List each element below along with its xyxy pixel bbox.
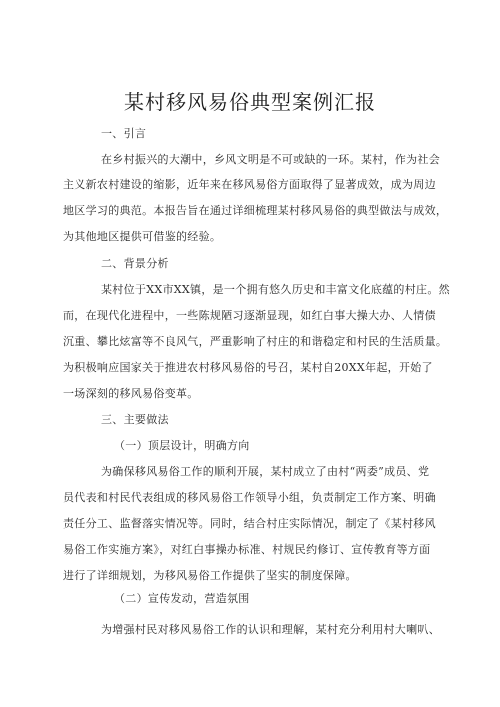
- paragraph-line: 员代表和村民代表组成的移风易俗工作领导小组，负责制定工作方案、明确: [63, 491, 436, 504]
- paragraph-line: 责任分工、监督落实情况等。同时，结合村庄实际情况，制定了《某村移风: [63, 517, 436, 530]
- paragraph-line: 地区学习的典范。本报告旨在通过详细梳理某村移风易俗的典型做法与成效，: [63, 204, 448, 217]
- section-heading-introduction: 一、引言: [101, 127, 147, 140]
- paragraph-line: 为增强村民对移风易俗工作的认识和理解，某村充分利用村大喇叭、: [101, 623, 440, 636]
- paragraph-line: 进行了详细规划，为移风易俗工作提供了坚实的制度保障。: [63, 569, 357, 582]
- paragraph-line: 为其他地区提供可借鉴的经验。: [63, 230, 222, 243]
- section-heading-main-practices: 三、主要做法: [101, 413, 169, 426]
- paragraph-line: 某村位于XX市XX镇，是一个拥有悠久历史和丰富文化底蕴的村庄。然: [101, 283, 450, 296]
- paragraph-line: 为确保移风易俗工作的顺利开展，某村成立了由村“两委”成员、党: [101, 465, 430, 478]
- paragraph-line: 在乡村振兴的大潮中，乡风文明是不可或缺的一环。某村，作为社会: [101, 153, 440, 166]
- paragraph-line: 主义新农村建设的缩影，近年来在移风易俗方面取得了显著成效，成为周边: [63, 178, 436, 191]
- section-heading-background: 二、背景分析: [101, 257, 169, 270]
- paragraph-line: 为积极响应国家关于推进农村移风易俗的号召，某村自20XX年起，开始了: [63, 361, 433, 374]
- subsection-heading: （二）宣传发动，营造氛围: [114, 592, 250, 605]
- paragraph-line: 沉重、攀比炫富等不良风气，严重影响了村庄的和谐稳定和村民的生活质量。: [63, 335, 448, 348]
- document-title: 某村移风易俗典型案例汇报: [124, 90, 376, 114]
- paragraph-line: 而，在现代化进程中，一些陈规陋习逐渐显现，如红白事大操大办、人情债: [63, 309, 436, 322]
- subsection-heading: （一）顶层设计，明确方向: [114, 439, 250, 452]
- paragraph-line: 易俗工作实施方案》，对红白事操办标准、村规民约修订、宣传教育等方面: [63, 543, 431, 556]
- paragraph-line: 一场深刻的移风易俗变革。: [63, 387, 199, 400]
